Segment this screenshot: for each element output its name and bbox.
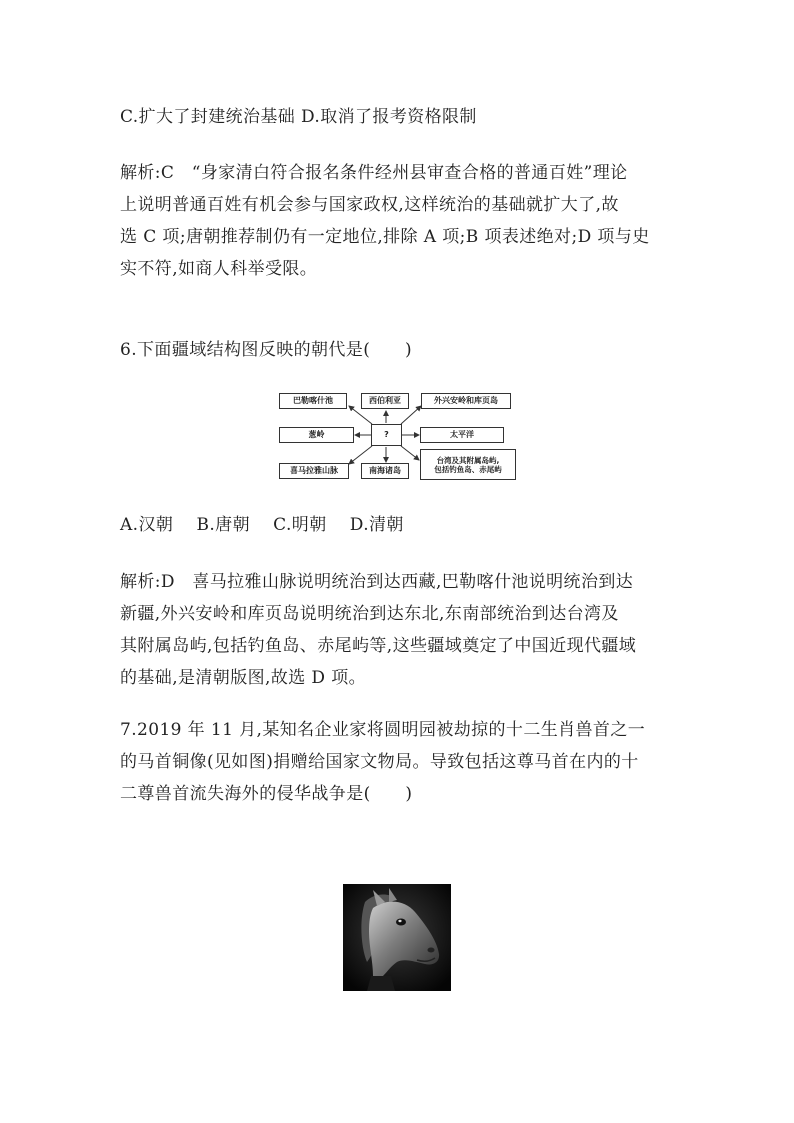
q6-options [120,509,676,541]
q6-stem-line: 6.下面疆域结构图反映的朝代是( ) [120,340,413,360]
q6-analysis-line-2: 新疆,外兴安岭和库页岛说明统治到达东北,东南部统治到达台湾及 [120,604,619,624]
q5-analysis-line-4: 实不符,如商人科举受限。 [120,259,318,279]
q6-stem [120,334,676,366]
box-mid-left: 葱岭 [279,427,354,443]
q6-analysis [120,566,676,694]
q5-analysis-line-3: 选 C 项;唐朝推荐制仍有一定地位,排除 A 项;B 项表述绝对;D 项与史 [120,227,650,247]
q7-stem-line-2: 的马首铜像(见如图)捐赠给国家文物局。导致包括这尊马首在内的十 [120,752,639,772]
q5-options [120,101,676,133]
q5-analysis-line-2: 上说明普通百姓有机会参与国家政权,这样统治的基础就扩大了,故 [120,195,619,215]
q6-options-line: A.汉朝 B.唐朝 C.明朝 D.清朝 [120,515,404,535]
q5-analysis-line-1: 解析:C “身家清白符合报名条件经州县审查合格的普通百姓”理论 [120,163,628,183]
q7-stem [120,714,676,810]
box-bottom-right [420,449,516,480]
territory-structure-diagram [279,390,517,482]
q6-analysis-line-4: 的基础,是清朝版图,故选 D 项。 [120,668,367,688]
q6-analysis-line-3: 其附属岛屿,包括钓鱼岛、赤尾屿等,这些疆域奠定了中国近现代疆域 [120,636,637,656]
box-bottom-right-line-1: 台湾及其附属岛屿, [436,455,500,465]
q7-stem-line-1: 7.2019 年 11 月,某知名企业家将圆明园被劫掠的十二生肖兽首之一 [120,720,646,740]
box-bottom-middle: 南海诸岛 [361,463,409,479]
box-mid-right: 太平洋 [420,427,504,443]
q5-options-line: C.扩大了封建统治基础 D.取消了报考资格限制 [120,107,477,127]
box-bottom-right-line-2: 包括钓鱼岛、赤尾屿 [434,464,502,474]
q5-analysis [120,157,676,285]
arrow-bottom-right [401,446,419,460]
box-center-unknown: ? [371,424,402,446]
box-top-right: 外兴安岭和库页岛 [421,393,511,409]
q7-stem-line-3: 二尊兽首流失海外的侵华战争是( ) [120,784,413,804]
arrow-bottom-left [349,446,372,464]
box-top-middle: 西伯利亚 [361,393,409,409]
box-top-left: 巴勒喀什池 [279,393,347,409]
box-bottom-left: 喜马拉雅山脉 [279,463,349,479]
horse-head-bronze-photo [343,884,451,991]
q6-analysis-line-1: 解析:D 喜马拉雅山脉说明统治到达西藏,巴勒喀什池说明统治到达 [120,572,634,592]
